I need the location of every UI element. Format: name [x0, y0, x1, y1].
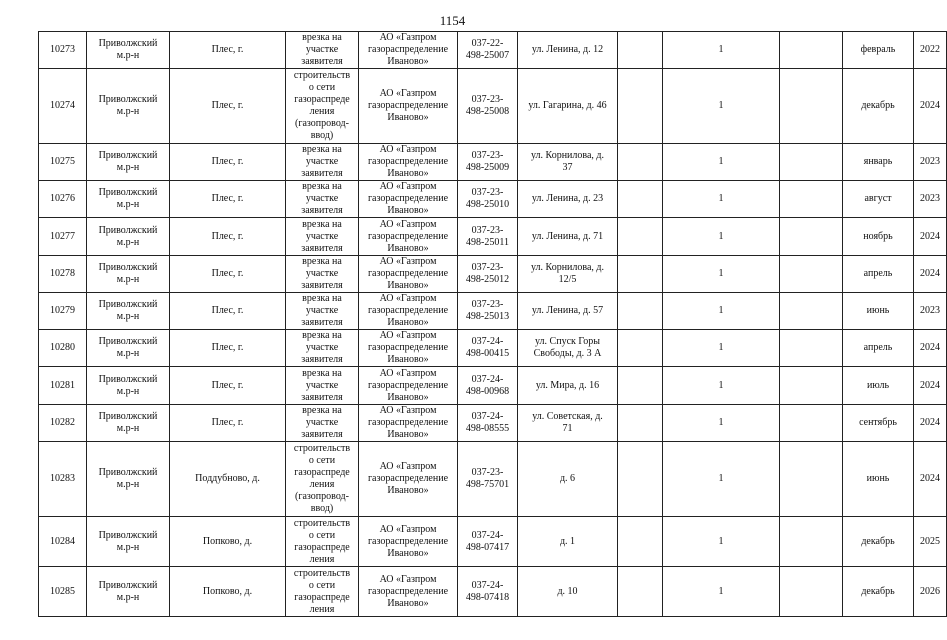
month-cell: январь	[843, 144, 914, 181]
organization-cell: АО «Газпром газораспределение Иваново»	[359, 405, 458, 442]
work-type-cell: строительств о сети газораспреде ления (газопровод- ввод)	[286, 442, 359, 517]
blank-cell	[780, 367, 843, 405]
municipality-cell: Приволжский м.р-н	[87, 405, 170, 442]
blank-cell	[618, 218, 663, 256]
row-number: 10283	[39, 442, 87, 517]
month-cell: февраль	[843, 32, 914, 69]
registry-table	[38, 31, 947, 617]
municipality-cell: Приволжский м.р-н	[87, 218, 170, 256]
locality-cell: Плес, г.	[170, 181, 286, 218]
page-number: 1154	[439, 13, 466, 28]
row-number: 10275	[39, 144, 87, 181]
row-number: 10279	[39, 293, 87, 330]
municipality-cell: Приволжский м.р-н	[87, 442, 170, 517]
month-cell: июнь	[843, 442, 914, 517]
blank-cell	[618, 69, 663, 144]
address-cell: д. 6	[518, 442, 618, 517]
year-cell: 2024	[914, 256, 947, 293]
municipality-cell: Приволжский м.р-н	[87, 330, 170, 367]
request-code-cell: 037-22- 498-25007	[458, 32, 518, 69]
blank-cell	[618, 181, 663, 218]
blank-cell	[618, 517, 663, 567]
municipality-cell: Приволжский м.р-н	[87, 293, 170, 330]
blank-cell	[780, 567, 843, 617]
count-cell: 1	[663, 567, 780, 617]
row-number: 10278	[39, 256, 87, 293]
month-cell: сентябрь	[843, 405, 914, 442]
address-cell: ул. Советская, д. 71	[518, 405, 618, 442]
row-number: 10280	[39, 330, 87, 367]
table-body	[39, 32, 947, 617]
year-cell: 2024	[914, 69, 947, 144]
count-cell: 1	[663, 32, 780, 69]
organization-cell: АО «Газпром газораспределение Иваново»	[359, 144, 458, 181]
request-code-cell: 037-23- 498-25013	[458, 293, 518, 330]
count-cell: 1	[663, 69, 780, 144]
row-number: 10277	[39, 218, 87, 256]
year-cell: 2024	[914, 218, 947, 256]
blank-cell	[780, 517, 843, 567]
locality-cell: Плес, г.	[170, 32, 286, 69]
count-cell: 1	[663, 405, 780, 442]
address-cell: ул. Ленина, д. 23	[518, 181, 618, 218]
table-row	[39, 293, 947, 330]
organization-cell: АО «Газпром газораспределение Иваново»	[359, 293, 458, 330]
count-cell: 1	[663, 330, 780, 367]
request-code-cell: 037-24- 498-07417	[458, 517, 518, 567]
row-number: 10285	[39, 567, 87, 617]
request-code-cell: 037-24- 498-08555	[458, 405, 518, 442]
table-row	[39, 181, 947, 218]
request-code-cell: 037-23- 498-25008	[458, 69, 518, 144]
blank-cell	[618, 144, 663, 181]
month-cell: декабрь	[843, 69, 914, 144]
month-cell: декабрь	[843, 517, 914, 567]
address-cell: ул. Ленина, д. 12	[518, 32, 618, 69]
organization-cell: АО «Газпром газораспределение Иваново»	[359, 367, 458, 405]
row-number: 10276	[39, 181, 87, 218]
address-cell: ул. Корнилова, д. 12/5	[518, 256, 618, 293]
year-cell: 2024	[914, 442, 947, 517]
table-row	[39, 32, 947, 69]
month-cell: декабрь	[843, 567, 914, 617]
row-number: 10284	[39, 517, 87, 567]
work-type-cell: врезка на участке заявителя	[286, 181, 359, 218]
locality-cell: Плес, г.	[170, 405, 286, 442]
blank-cell	[618, 293, 663, 330]
work-type-cell: врезка на участке заявителя	[286, 144, 359, 181]
row-number: 10281	[39, 367, 87, 405]
request-code-cell: 037-24- 498-00968	[458, 367, 518, 405]
work-type-cell: врезка на участке заявителя	[286, 293, 359, 330]
locality-cell: Плес, г.	[170, 293, 286, 330]
blank-cell	[618, 256, 663, 293]
row-number: 10282	[39, 405, 87, 442]
work-type-cell: врезка на участке заявителя	[286, 367, 359, 405]
locality-cell: Попково, д.	[170, 517, 286, 567]
address-cell: ул. Спуск Горы Свободы, д. 3 А	[518, 330, 618, 367]
organization-cell: АО «Газпром газораспределение Иваново»	[359, 517, 458, 567]
request-code-cell: 037-23- 498-25011	[458, 218, 518, 256]
month-cell: апрель	[843, 256, 914, 293]
blank-cell	[780, 256, 843, 293]
address-cell: ул. Ленина, д. 71	[518, 218, 618, 256]
organization-cell: АО «Газпром газораспределение Иваново»	[359, 330, 458, 367]
municipality-cell: Приволжский м.р-н	[87, 367, 170, 405]
blank-cell	[780, 181, 843, 218]
organization-cell: АО «Газпром газораспределение Иваново»	[359, 567, 458, 617]
locality-cell: Плес, г.	[170, 218, 286, 256]
municipality-cell: Приволжский м.р-н	[87, 32, 170, 69]
count-cell: 1	[663, 144, 780, 181]
table-row	[39, 256, 947, 293]
table-row	[39, 69, 947, 144]
blank-cell	[780, 69, 843, 144]
municipality-cell: Приволжский м.р-н	[87, 69, 170, 144]
year-cell: 2025	[914, 517, 947, 567]
blank-cell	[618, 442, 663, 517]
row-number: 10273	[39, 32, 87, 69]
year-cell: 2024	[914, 330, 947, 367]
address-cell: ул. Корнилова, д. 37	[518, 144, 618, 181]
year-cell: 2024	[914, 405, 947, 442]
year-cell: 2026	[914, 567, 947, 617]
work-type-cell: строительств о сети газораспреде ления	[286, 567, 359, 617]
table-row	[39, 144, 947, 181]
work-type-cell: врезка на участке заявителя	[286, 32, 359, 69]
year-cell: 2023	[914, 293, 947, 330]
locality-cell: Плес, г.	[170, 367, 286, 405]
organization-cell: АО «Газпром газораспределение Иваново»	[359, 181, 458, 218]
organization-cell: АО «Газпром газораспределение Иваново»	[359, 218, 458, 256]
address-cell: ул. Мира, д. 16	[518, 367, 618, 405]
month-cell: июнь	[843, 293, 914, 330]
address-cell: ул. Ленина, д. 57	[518, 293, 618, 330]
work-type-cell: врезка на участке заявителя	[286, 405, 359, 442]
locality-cell: Плес, г.	[170, 256, 286, 293]
work-type-cell: врезка на участке заявителя	[286, 330, 359, 367]
count-cell: 1	[663, 293, 780, 330]
blank-cell	[780, 32, 843, 69]
organization-cell: АО «Газпром газораспределение Иваново»	[359, 69, 458, 144]
blank-cell	[618, 405, 663, 442]
count-cell: 1	[663, 181, 780, 218]
blank-cell	[618, 32, 663, 69]
count-cell: 1	[663, 256, 780, 293]
blank-cell	[780, 330, 843, 367]
month-cell: ноябрь	[843, 218, 914, 256]
table-row	[39, 442, 947, 517]
year-cell: 2022	[914, 32, 947, 69]
request-code-cell: 037-24- 498-00415	[458, 330, 518, 367]
request-code-cell: 037-23- 498-25012	[458, 256, 518, 293]
organization-cell: АО «Газпром газораспределение Иваново»	[359, 442, 458, 517]
blank-cell	[618, 330, 663, 367]
request-code-cell: 037-23- 498-75701	[458, 442, 518, 517]
address-cell: д. 1	[518, 517, 618, 567]
blank-cell	[780, 293, 843, 330]
count-cell: 1	[663, 517, 780, 567]
locality-cell: Плес, г.	[170, 69, 286, 144]
month-cell: август	[843, 181, 914, 218]
organization-cell: АО «Газпром газораспределение Иваново»	[359, 256, 458, 293]
row-number: 10274	[39, 69, 87, 144]
table-row	[39, 405, 947, 442]
address-cell: д. 10	[518, 567, 618, 617]
month-cell: июль	[843, 367, 914, 405]
work-type-cell: строительств о сети газораспреде ления	[286, 517, 359, 567]
work-type-cell: врезка на участке заявителя	[286, 256, 359, 293]
table-row	[39, 367, 947, 405]
locality-cell: Поддубново, д.	[170, 442, 286, 517]
locality-cell: Плес, г.	[170, 330, 286, 367]
municipality-cell: Приволжский м.р-н	[87, 181, 170, 218]
count-cell: 1	[663, 442, 780, 517]
work-type-cell: строительств о сети газораспреде ления (газопровод- ввод)	[286, 69, 359, 144]
municipality-cell: Приволжский м.р-н	[87, 567, 170, 617]
blank-cell	[618, 567, 663, 617]
request-code-cell: 037-23- 498-25010	[458, 181, 518, 218]
year-cell: 2023	[914, 181, 947, 218]
blank-cell	[780, 442, 843, 517]
table-row	[39, 330, 947, 367]
count-cell: 1	[663, 218, 780, 256]
table-row	[39, 517, 947, 567]
work-type-cell: врезка на участке заявителя	[286, 218, 359, 256]
request-code-cell: 037-24- 498-07418	[458, 567, 518, 617]
organization-cell: АО «Газпром газораспределение Иваново»	[359, 32, 458, 69]
locality-cell: Попково, д.	[170, 567, 286, 617]
table-row	[39, 218, 947, 256]
request-code-cell: 037-23- 498-25009	[458, 144, 518, 181]
locality-cell: Плес, г.	[170, 144, 286, 181]
year-cell: 2023	[914, 144, 947, 181]
blank-cell	[780, 405, 843, 442]
blank-cell	[780, 218, 843, 256]
blank-cell	[618, 367, 663, 405]
count-cell: 1	[663, 367, 780, 405]
municipality-cell: Приволжский м.р-н	[87, 144, 170, 181]
municipality-cell: Приволжский м.р-н	[87, 256, 170, 293]
municipality-cell: Приволжский м.р-н	[87, 517, 170, 567]
address-cell: ул. Гагарина, д. 46	[518, 69, 618, 144]
year-cell: 2024	[914, 367, 947, 405]
table-row	[39, 567, 947, 617]
blank-cell	[780, 144, 843, 181]
month-cell: апрель	[843, 330, 914, 367]
